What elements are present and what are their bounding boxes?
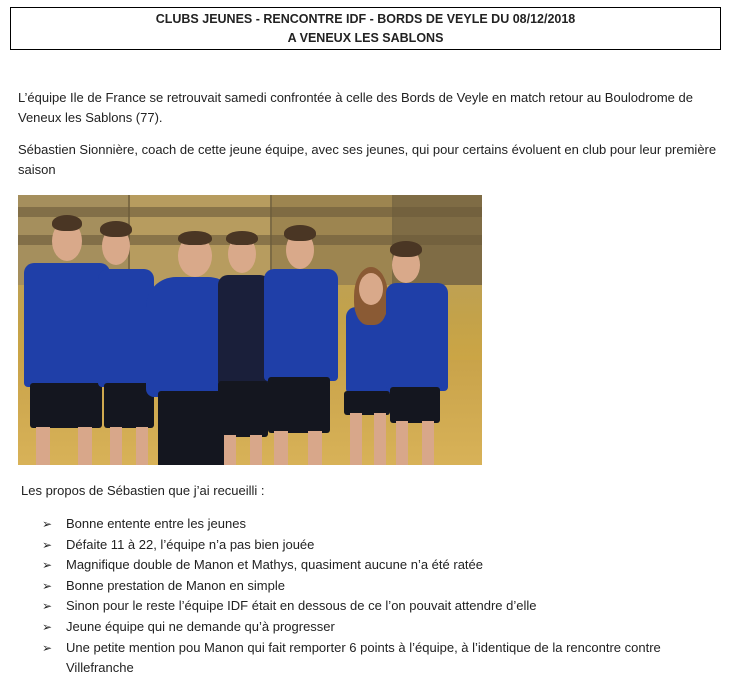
list-item: ➢ Sinon pour le reste l’équipe IDF était en dessous de ce l’on pouvait attendre d’elle (42, 596, 712, 617)
arrow-bullet-icon: ➢ (42, 578, 53, 593)
list-item: ➢ Bonne prestation de Manon en simple (42, 576, 712, 597)
document-title-line1: CLUBS JEUNES - RENCONTRE IDF - BORDS DE VEYLE DU 08/12/2018 (155, 12, 576, 26)
arrow-bullet-icon: ➢ (42, 599, 53, 614)
document-title-box (10, 7, 721, 50)
document-title-line2: A VENEUX LES SABLONS (287, 31, 444, 45)
arrow-bullet-icon: ➢ (42, 640, 53, 655)
arrow-bullet-icon: ➢ (42, 537, 53, 552)
arrow-bullet-icon: ➢ (42, 558, 53, 573)
list-item: ➢ Jeune équipe qui ne demande qu’à progresser (42, 617, 712, 638)
quotes-intro: Les propos de Sébastien que j’ai recueilli : (21, 483, 265, 498)
quotes-list (42, 514, 712, 679)
arrow-bullet-icon: ➢ (42, 619, 53, 634)
arrow-bullet-icon: ➢ (42, 517, 53, 531)
coach-paragraph: Sébastien Sionnière, coach de cette jeune équipe, avec ses jeunes, qui pour certains évoluent en club pour leur première saison (18, 142, 717, 177)
list-item: ➢ Une petite mention pou Manon qui fait remporter 6 points à l’équipe, à l’identique de la rencontre contre Villefranche (42, 639, 661, 676)
list-item: ➢ Défaite 11 à 22, l’équipe n’a pas bien jouée (42, 535, 712, 556)
list-item: ➢ Bonne entente entre les jeunes (42, 514, 712, 535)
team-photo (18, 195, 482, 465)
list-item: ➢ Magnifique double de Manon et Mathys, quasiment aucune n’a été ratée (42, 555, 712, 576)
intro-paragraph: L’équipe Ile de France se retrouvait samedi confrontée à celle des Bords de Veyle en match retour au Boulodrome de Veneux les Sablons (77). (18, 90, 693, 125)
